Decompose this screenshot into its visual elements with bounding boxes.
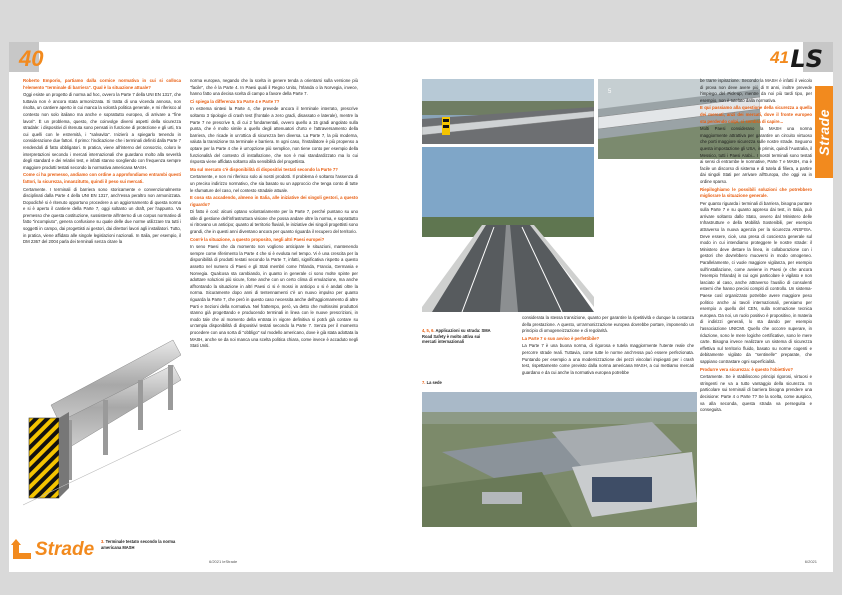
caption-number: 4, 5, 6. [422, 328, 435, 333]
body-paragraph: La Parte 7 è una buona norma, di rigorosa e tutela maggiormente l'utente reale che percorre strade reali. Tuttavia, come tutte le norme anch'essa può essere perfezionata. Puntando per esempio a una modernizzazione dei pezzi vincolari impiegati per i crash test, rispettamente come previsto dalla norma americana MASH, a cui mettiamo mercati guardano e da cui anche la normativa europea potrebbe [522, 343, 694, 375]
caption-text: Terminale testato secondo la norma americana MASH [101, 539, 176, 550]
body-paragraph: Certamente. I terminali di barriera sono storicamente e convenzionalmente disciplinati dalla Parte 4 della UNI EN 1317, anch'essa peraltro non armonizzata. Dopodiché si è ritenuto opportuno procedere a un aggiornamento di questa norma e si è aperto il cantiere della Parte 7, oggi soltanto un draft, per l'appunto. Va premesso che questa costituzione, sussistente all'interno di un corpus normativo di fatto "incompiuto", genera confusione su quale delle due norme utilizzare tra tutti i soggetti in campo, dai progettisti ai gestori, dai direttori lavori agli installatori. Tutto, in pratica, viene affidato alle singole legislazioni nazionali. In Italia, per esempio, il DM 2367 del 2004 parla dei terminali senza citare la [23, 186, 181, 245]
figure-caption-4-5-6 [422, 328, 492, 345]
road-barrier-photo-4 [422, 79, 594, 144]
question-heading: Com'è la situazione, a questo proposito, negli altri Paesi europei? [190, 236, 325, 242]
footer-date: 6/2021 [804, 559, 817, 564]
section-tab-label: Strade [816, 108, 832, 156]
article-column-2 [190, 78, 358, 523]
caption-text: Applicazioni su strada: SMA Road Safety è molto attiva sui mercati internazionali [422, 328, 491, 345]
company-headquarters-aerial-photo [422, 392, 697, 527]
footer-date: 6/2021 leStrade [209, 559, 238, 564]
footer-brand [9, 536, 94, 564]
question-heading: Ci spiega la differenza tra Parte 4 e Parte 7? [190, 98, 280, 104]
question-heading: E qui passiamo alla questione della sicurezza a quella dei mercati, anzi dei mercati, dove il fronte europeo sta perdendo colpi, ci sembra di capire... [700, 105, 812, 124]
highway-photo-6 [422, 147, 594, 312]
left-page [9, 42, 424, 572]
figure-number: 5 [608, 89, 612, 95]
question-heading: Produrre vera sicurezza: è questo l'obiettivo? [700, 366, 793, 372]
caption-number: 3. [101, 539, 105, 544]
body-paragraph: In seno Paesi che da momento non vogliono anticipare le situazioni, mantenendo sempre come riferimento la Parte 4 che si è evoluta nel tempo. Vi è una crescita per la disponibilità di prodotti testati secondo la Parte 7, infatti, significativa rispetto a questo assetto nel numero di Paesi e gli Stati membri come l'Irlanda, Francia, Germania e Norvegia. Qualcosa sta cambiando, in quanto in generale ci sono molte spinte per adottare soluzioni più sicure, forse anche con un certo clima di emulazione, ma anche affrontando la situazione in altri Paesi ci si è mossi in anticipo o si è andati oltre la norma. Sicuramente dopo anni di tentennamenti c'è un nuovo impulso per quanto riguarda la Parte 7, che però in questo caso necessita anche dell'aggiornamento di altre Parti e Sezioni della normativa. Nel frattempo, però, va detto che moltissimi produttori stanno già progettando e producendo terminali in linea con le nuove prescrizioni, in modo tale che al momento della entrata in vigore definitiva si potrà già contare su un'ampia disponibilità di dispositivi testati secondo la Parte 7. Senza per il momento procedere con una sorta di "obbligo" sul modello americano, dove è già stata adottata la MASH, anche se da noi manca una scelta politica chiara, come invece è accaduto negli Stati Uniti. [190, 244, 358, 349]
question-heading: La Parte 7 o suo avviso è perfettibile? [522, 335, 600, 341]
section-tab [815, 86, 833, 178]
body-paragraph: norma europea, negando che la scelta in genere tenda a orientarsi sulla versione più "facile", che è la Parte 4. In Paesi quali il Regno Unito, l'Irlanda o la Norvegia, invece, hanno fatto una decisa scelta di campo a favore della Parte 7. [190, 78, 358, 97]
body-paragraph: be trarre ispirazione. Secondo la MASH è infatti il veicolo di prova non deve avere più di 8 anni, inoltre prevede l'impiego del Pick-up, mentre da noi più tardi tipo, per esempio, non è tutelato dalla normativa. [700, 78, 812, 103]
body-paragraph: Oggi esiste un progetto di norma ad hoc, ovvero la Parte 7 della UNI EN 1317, che tuttavia non è ancora stata armonizzata. Si tratta di una vicenda annosa, non risolta, un cantiere aperto in cui manca la volontà politica generale, e mi riferisco al contesto non solo italiano ma anche e soprattutto europeo, di arrivare a "fine lavori". È un problema, questo, che coinvolge diversi aspetti della sicurezza stradale: i dispositivi di ritenuta sono pensati in funzione di protezione e gli urti, tra cui quelli con le estremità, i "salvavita". Inizierò a spiegarlo tenendo in considerazione due fattori. Il primo: l'indicazione che i terminali definiti dalla Parte 7 rendendoli di fatto obbligatori. In pratica, viene all'interno del consorzio, coloro le interpretazioni secondo i mercati internazionali che guardano molto alla severità degli standard e dei relativi test, e infatti stanno scegliendo con frequenza sempre maggiore prodotti testati secondo la normativa americana MASH. [23, 92, 181, 170]
body-paragraph: In estrema sintesi la Parte 4, che prevede ancora il terminale interrato, prescrive soltanto 3 tipologie di crash test (frontale a zero gradi, disassato e laterale), mentre la Parte 7 ne prescrive 5, di cui 2 fondamentali, ovvero quello a 15 gradi angolato sulla punta, che è molto simile a quello degli attenuatori d'urto e l'attraversamento della barriera, che ricade in un'ottica di sicurezza ben diversa. La Parte 7, la più moderna, valuta la transizione tra terminale e barriera. In ogni caso, l'installatore è più propenso a optare per la Parte 4 che è un'opzione più semplice, non tiene conto per esempio della funzionalità del contesto di installazione, che non è mai standardizzato ma lo cui risposta viene affidata soltanto alla sensibilità del progettista. [190, 106, 358, 165]
right-page [418, 42, 833, 572]
question-heading: Come ci ha premesso, andiamo con ordine a approfondiamo entrambi questi fattori, la sicurezza, innanzitutto, quindi il peso sui mercati. [23, 172, 181, 184]
magazine-logo: LS [790, 45, 823, 73]
terminal-barrier-image [23, 310, 181, 525]
body-paragraph: Per quanto riguarda i terminali di barriera, bisogna puntare sulla Parte 7 e su quanto appreso dai test, in Italia, può arrivare soltanto dallo Stato, ovvero dal Ministero delle Infrastrutture e della Mobilità Sostenibili, per esempio attraverso la nuova agenzia per la sicurezza ANSFISA. Deve essere, cioè, una presa di coscienza generale sul modo in cui intendiamo proteggere le nostre strade: il Ministero deve dettare la linea, in collaborazione con i gestori che dovrebbero muoversi in modo omogeneo. Parallelamente, ci vuole maggiore vigilanza, per esempio sull'installazione, come avviene in Paesi (e che ancora l'esempio l'Irlanda) in cui ogni particolare è vigilato e non lasciato al caso, anche attraverso l'ausilio di consulenti esterni che hanno precisi compiti di controllo. Un sistema-Paese così organizzato potrebbe avere maggiore peso politico anche ai tavoli internazionali, pensiamo per esempio a quello del CEN, sulla normazione tecnica europea. Da noi, un ruolo positivo è propositivo, in materia di indirizzi generali, lo sta dando per esempio l'associazione UNICMI. Quello che occorre superare, in riduzione, sono le mere logiche certificative, sono le mere carte. Bisogna invece realizzare un sistema di sicurezza effettiva sul territorio fluido, basato su norme cogenti e debitamente vigilato da "sentinelle" preparate, che sappiano contrastare ogni superficialità. [700, 200, 812, 364]
arrow-logo-icon [11, 539, 33, 561]
question-heading: E cosa sta accadendo, almeno in Italia, alle iniziative dei singoli gestori, a questo riguardo? [190, 195, 358, 207]
body-paragraph: Di fatto è così: alcuni optano volontariamente per la Parte 7, perché puntano su uno stile di gestione dell'infrastruttura visione che possa andare oltre la norma, e soprattutto vi ritrovano un anticipo; quanto al territorio fluviali, le iniziative dei singoli progettisti sono grandi, che in questi anni diventano ancora per quanto riguarda il recupero del territorio. [190, 209, 358, 235]
question-heading: Ma sul mercato c'è disponibilità di dispositivi testati secondo la Parte 7? [190, 166, 338, 172]
body-paragraph: Molti Paesi considerano la MASH una norma maggiormente attrattiva per garantire un circuito virtuoso che porti maggiore sicurezza sulle nostre strade. Seguono questa impostazione gli USA, in primis, quindi l'Australia, il Messico, tutti i Paesi Arabi... I nostri terminali sono testati ai sensi di entrambe le normative, Parte 7 e MASH, ma è facile un discorso di sistema e di tutela di filiera, a partire dai singoli Stati per arrivare all'Europa, che oggi va in ordine sparso. [700, 126, 812, 184]
page-number: 41 [770, 48, 789, 67]
article-column-3 [522, 315, 694, 385]
caption-number: 7. [422, 380, 426, 385]
article-column-4 [700, 78, 812, 548]
question-heading: Roberto Emporio, partiamo dalla cornice normativa in cui si colloca l'elemento "terminale di barriera". Qual è la situazione attuale? [23, 78, 181, 90]
body-paragraph: considerata la stessa transizione, quanto per garantire la ripetitività e dunque la costanza della prestazione. A questo, un'armonizzazione europea dovrebbe portare, imponendo un principio di omogeneizzazione e di regolarità. [522, 315, 694, 334]
question-heading: Riepiloghiamo le possibili soluzioni che potrebbero migliorare la situazione generale. [700, 186, 812, 199]
body-paragraph: Certamente, e non mi riferisco solo ai nostri prodotti. Il problema è soltanto l'assenza di un preciso indirizzo normativo, che sia basato su un approccio che tenga conto di tutte le sfumature del caso, nel contesto stradale attuale. [190, 174, 358, 193]
footer-section-title: Strade [35, 539, 95, 560]
figure-caption-3 [101, 539, 181, 550]
caption-text: La sede [426, 380, 442, 385]
page-number: 40 [19, 46, 44, 71]
body-paragraph: Certamente. Se è stabiliscono principi rigorosi, virtuosi e stringenti ne va a tutto vantaggio della sicurezza. In particolare sui terminali di barriera bisogna prendere una decisione: Parte 4 o Parte 7? Se la scelta, come auspico, va alla seconda, questa strada va perseguita e conseguita. [700, 374, 812, 413]
article-column-1 [23, 78, 181, 247]
figure-caption-7 [422, 380, 492, 386]
